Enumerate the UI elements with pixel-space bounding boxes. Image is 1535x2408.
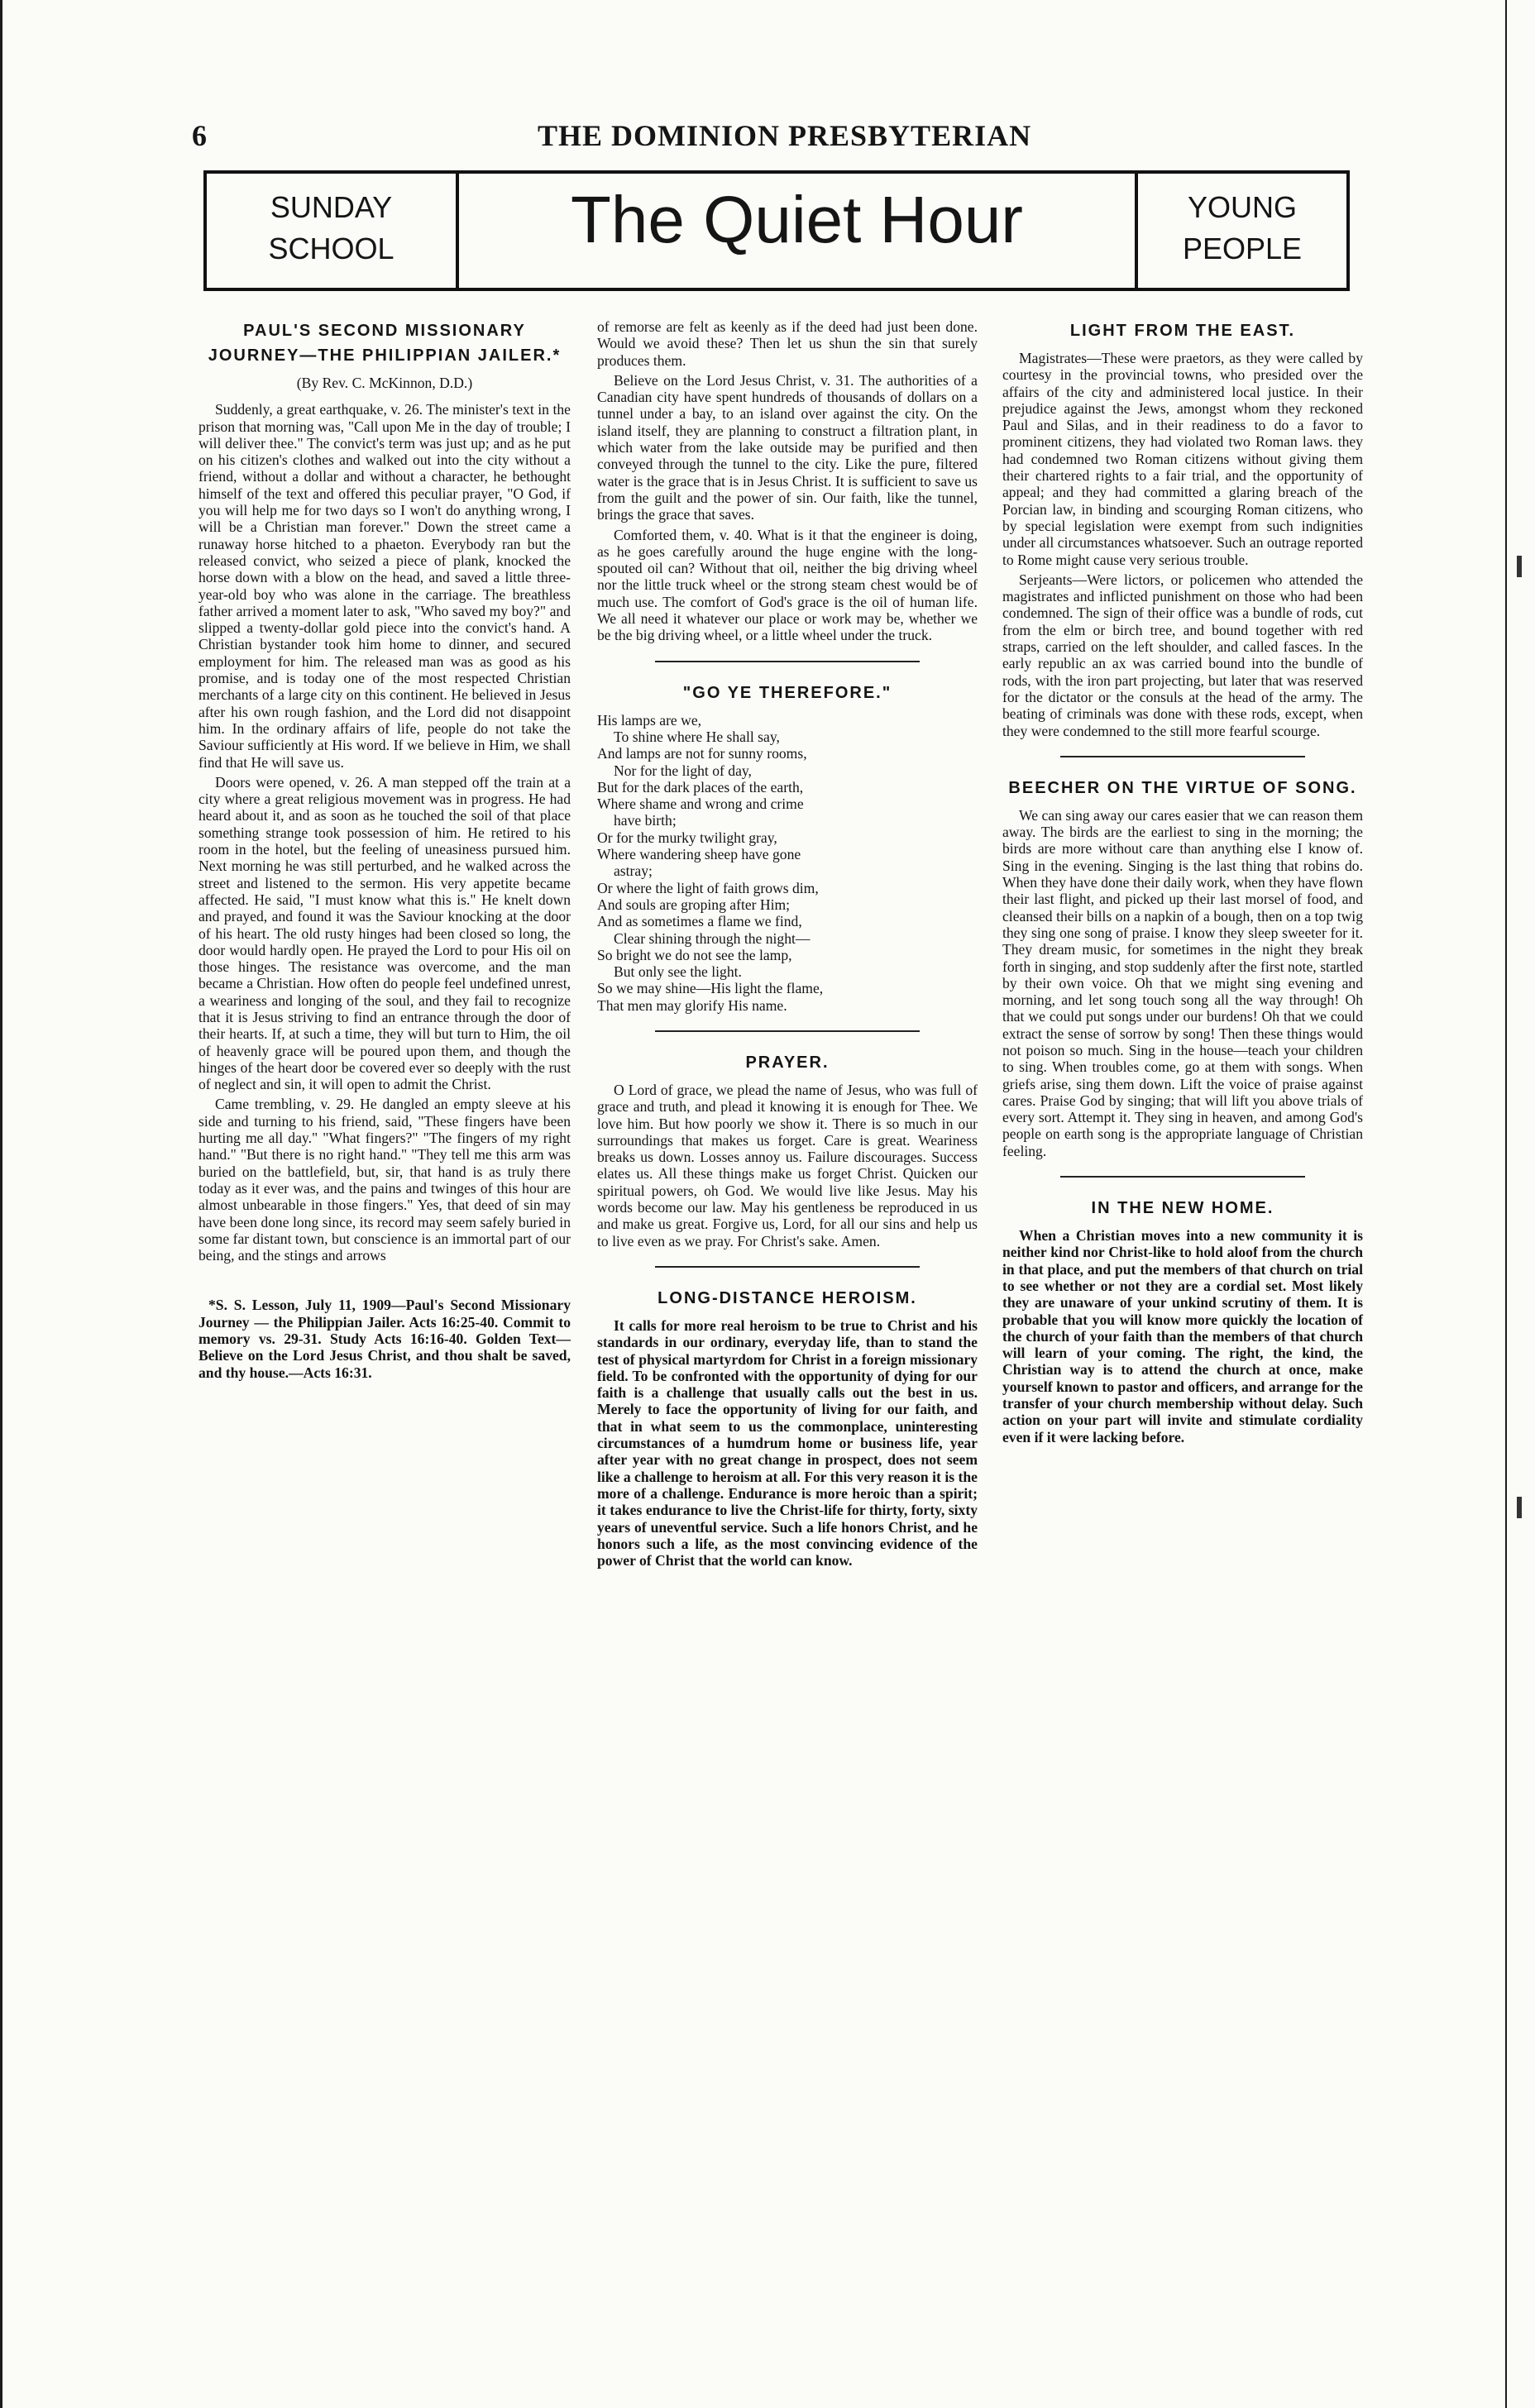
poem-line: So bright we do not see the lamp, <box>597 946 792 963</box>
banner-left-box <box>207 174 459 288</box>
poem-line: Or where the light of faith grows dim, <box>597 879 819 896</box>
poem-line: And lamps are not for sunny rooms, <box>597 745 807 762</box>
section-banner <box>203 170 1350 291</box>
column-3 <box>1002 318 1363 1449</box>
prayer-text: O Lord of grace, we plead the name of Jesus, who was full of grace and truth, and plead it knowing it is enough for Thee. We love him. But how poorly we show it. There is so much in our surroundings that makes us forget. Care is great. Weariness breaks us down. Losses annoy us. Failure discourages. Success elates us. All these things make us forget Christ. Quicken our spiritual powers, oh God. We would live like Jesus. May his words become our law. May his gentleness be reproduced in us and make us great. Forgive us, Lord, for all our sins and help us to live even as we pray. For Christ's sake. Amen. <box>597 1081 978 1249</box>
poem-line: Where shame and wrong and crime <box>597 796 804 813</box>
divider <box>655 661 920 662</box>
scan-right-edge <box>1505 0 1507 2408</box>
prayer-heading: PRAYER. <box>745 1053 830 1072</box>
banner-left-line1: SUNDAY <box>270 190 393 224</box>
divider <box>655 1030 920 1032</box>
column-1 <box>198 318 571 1384</box>
poem-heading: "GO YE THEREFORE." <box>682 683 892 702</box>
scan-left-edge <box>0 0 2 2408</box>
divider <box>655 1266 920 1268</box>
poem-line: So we may shine—His light the flame, <box>597 980 824 997</box>
poem-line: To shine where He shall say, <box>614 728 780 745</box>
light-heading: LIGHT FROM THE EAST. <box>1069 322 1296 340</box>
divider <box>1060 756 1305 757</box>
paragraph: Comforted them, v. 40. What is it that the engineer is doing, as he goes carefully around the huge engine with the long-spouted oil can? Without that oil, neither the big driving wheel nor the little truck wheel or the strong steam chest would be of much use. The comfort of God's grace is the oil of human life. We all need it whatever our place or work may be, whether we be the big driving wheel, or a little wheel under the truck. <box>597 526 978 644</box>
poem-line: astray; <box>614 862 653 880</box>
poem-line: But for the dark places of the earth, <box>597 778 804 796</box>
footnote <box>198 1297 571 1380</box>
margin-mark <box>1517 556 1522 577</box>
poem-line: His lamps are we, <box>597 711 702 729</box>
article-heading: PAUL'S SECOND MISSIONARY JOURNEY—THE PHILIPPIAN JAILER.* <box>208 322 562 365</box>
poem-line: And souls are groping after Him; <box>597 896 791 913</box>
poem-line: But only see the light. <box>614 963 742 981</box>
paragraph: Serjeants—Were lictors, or policemen who attended the magistrates and inflicted punishment on those who had been condemned. The sign of their office was a bundle of rods, cut from the elm or birch tree, and bound together with red straps, carried on the left shoulder, and called fasces. In the early republic an ax was carried bound into the bundle of rods, with the iron part projecting, but later that was reserved for the dictator or the consuls at the head of the army. The beating of criminals was done with these rods, except, when they were condemned to the still more fearful scourge. <box>1002 571 1363 739</box>
paragraph: Suddenly, a great earthquake, v. 26. The minister's text in the prison that morning was, "Call upon Me in the day of trouble; I will deliver thee." The convict's term was just up; and as he put on his citizen's clothes and walked out into the city without a friend, without a dollar and without a character, he bethought himself of the text and offered this peculiar prayer, "O God, if you will help me for two days so I won't do anything wrong, I will be a Christian man forever." Down the street came a runaway horse hitched to a phaeton. Everybody ran but the released convict, who seized a piece of plank, knocked the horse down with a blow on the head, and saved a little three-year-old boy who was alone in the carriage. The breathless father arrived a moment later to ask, "Who saved my boy?" and slipped a twenty-dollar gold piece into the convict's hand. A Christian bystander took him home to dinner, and secured employment for him. The released man was as good as his promise, and is today one of the most respected Christian merchants of a large city on this continent. He believed in Jesus after his own rough fashion, and the Lord did not disappoint him. In the ordinary affairs of life, people do not take the Saviour sufficiently at His word. If we believe in Him, we shall find that He will save us. <box>198 401 571 771</box>
poem-line: Clear shining through the night— <box>614 929 811 947</box>
paragraph: When a Christian moves into a new community it is neither kind nor Christ-like to hold aloof from the church in that place, and put the members of that church on trial to see whether or not they are a cordial set. Most likely they are unaware of your unkind scrutiny of them. It is probable that you will know more quickly the location of the church of your faith than the members of that church will learn of your coming. The right, the kind, the Christian way is to attend the church at once, make yourself known to pastor and officers, and arrange for the transfer of your church membership without delay. Such action on your part will invite and stimulate cordiality even if it were lacking before. <box>1002 1227 1363 1445</box>
banner-left-line2: SCHOOL <box>268 232 395 265</box>
poem <box>597 712 978 1014</box>
margin-mark <box>1517 1497 1522 1518</box>
heroism-heading: LONG-DISTANCE HEROISM. <box>658 1288 917 1307</box>
poem-line: That men may glorify His name. <box>597 996 787 1014</box>
poem-line: Where wandering sheep have gone <box>597 846 801 863</box>
paragraph: We can sing away our cares easier that we can reason them away. The birds are the earliest to sing in the morning; the birds are more without care than anything else I know of. Sing in the evening. Singing is the last thing that robins do. When they have done their daily work, when they have flown their last flight, and picked up their last morsel of food, and cleansed their bills on a napkin of a bough, then on a top twig they sing one song of praise. I know they sleep sweeter for it. They dream music, for sometimes in the night they break forth in singing, and stop suddenly after the first note, startled by their own voice. Oh that we might sing evening and morning, and let song touch song all the way through! Oh that we could put songs under our burdens! Oh that we could extract the sense of sorrow by song! Then these things would not poison so much. Sing in the house—teach your children to sing. When troubles come, go at them with songs. When griefs arise, sing them down. Lift the voice of praise against cares. Praise God by singing; that will lift you above trials of every sort. Attempt it. They sing in heaven, and among God's people on earth song is the appropriate language of Christian feeling. <box>1002 806 1363 1159</box>
paragraph: Magistrates—These were praetors, as they were called by courtesy in the provincial towns, who presided over the affairs of the city and administered local justice. In their prejudice against the Jews, amongst whom they reckoned Paul and Silas, and in their readiness to do a favor to prominent citizens, they had violated two Roman laws. they had condemned two Roman citizens without giving them their chartered rights to a fair trial, and the opportunity of appeal; and they had committed a glaring breach of the Porcian law, in binding and scourging Roman citizens, who by special legislation were exempt from such indignities under all circumstances whatsoever. Such an outrage reported to Rome might cause very serious trouble. <box>1002 350 1363 568</box>
banner-right-line1: YOUNG <box>1187 190 1297 224</box>
banner-right-box <box>1135 174 1346 288</box>
divider <box>1060 1176 1305 1178</box>
poem-line: And as sometimes a flame we find, <box>597 913 802 930</box>
paragraph: of remorse are felt as keenly as if the deed had just been done. Would we avoid these? Then let us shun the sin that surely produces them. <box>597 318 978 369</box>
poem-line: Nor for the light of day, <box>614 762 752 779</box>
poem-line: have birth; <box>614 812 677 829</box>
byline: (By Rev. C. McKinnon, D.D.) <box>296 375 473 391</box>
beecher-heading: BEECHER ON THE VIRTUE OF SONG. <box>1008 778 1357 797</box>
running-head: THE DOMINION PRESBYTERIAN <box>538 119 1032 152</box>
heroism-text: It calls for more real heroism to be true to Christ and his standards in our ordinary, everyday life, than to stand the test of physical martyrdom for Christ in a foreign missionary field. To be confronted with the opportunity of dying for our faith is a challenge that usually calls out the best in us. Merely to face the opportunity of living for our faith, and that in what seem to us the commonplace, uninteresting circumstances of a humdrum home or business life, year after year with no great change in prospect, does not seem like a challenge to heroism at all. For this very reason it is the more of a challenge. Endurance is more heroic than a spirit; it takes endurance to live the Christ-life for thirty, forty, sixty years of uneventful service. Such a life honors Christ, and he honors such a life, as the most convincing evidence of the power of Christ that the world can know. <box>597 1316 978 1570</box>
page-number: 6 <box>192 119 207 152</box>
banner-title: The Quiet Hour <box>571 183 1023 256</box>
footnote-text: *S. S. Lesson, July 11, 1909—Paul's Second Missionary Journey — the Philippian Jailer. Acts 16:25-40. Commit to memory vs. 29-31. Study Acts 16:16-40. Golden Text—Believe on the Lord Jesus Christ, and thou shalt be saved, and thy house.—Acts 16:31. <box>198 1297 571 1381</box>
paragraph: Came trembling, v. 29. He dangled an empty sleeve at his side and turning to his friend, said, "These fingers have been hurting me all day." "What fingers?" "The fingers of my right hand." "But there is no right hand." "They tell me this arm was buried on the battlefield, but, sir, that hand is as truly there today as it ever was, and the pains and twinges of this hour are almost unbearable in those fingers." Yes, that deed of sin may have been done long since, its record may seem safely buried in some far distant town, but conscience is an immortal part of our being, and the stings and arrows <box>198 1096 571 1264</box>
paragraph: Doors were opened, v. 26. A man stepped off the train at a city where a great religious movement was in progress. He had heard about it, and as soon as he touched the soil of that place something strange took possession of him. He retired to his room in the hotel, but the feeling of uneasiness pursued him. Next morning he was still perturbed, and he walked across the street and listened to the sermon. His very appetite became affected. He said, "I must know what this is." He knelt down and prayed, and found it was the Saviour knocking at the door of his heart. The old rusty hinges had been closed so long, the door would hardly open. He prayed the Lord to pour His oil on those hinges. The resistance was overcome, and the man became a Christian. How often do people feel undefined unrest, a weariness and longing of the soul, and they fail to recognize that it is Jesus striving to find an entrance through the door of their hearts. If, at such a time, they will but turn to Him, the oil of heavenly grace will be poured upon them, and though the hinges of the heart door be covered ever so deeply with the rust of neglect and sin, it will open to admit the Christ. <box>198 773 571 1093</box>
new-home-heading: IN THE NEW HOME. <box>1091 1199 1274 1218</box>
column-2 <box>597 318 978 1572</box>
poem-line: Or for the murky twilight gray, <box>597 829 777 846</box>
paragraph: Believe on the Lord Jesus Christ, v. 31. The authorities of a Canadian city have spent hundreds of thousands of dollars on a tunnel under a bay, to an island over against the city. On the island itself, they are planning to construct a filtration plant, in which water from the lake outside may be purified and then conveyed through the tunnel to the city. Like the pure, filtered water is the grace that is in Jesus Christ. It is sufficient to save us from the guilt and the power of sin. Our faith, like the tunnel, brings the grace that saves. <box>597 371 978 523</box>
banner-right-line2: PEOPLE <box>1182 232 1303 265</box>
